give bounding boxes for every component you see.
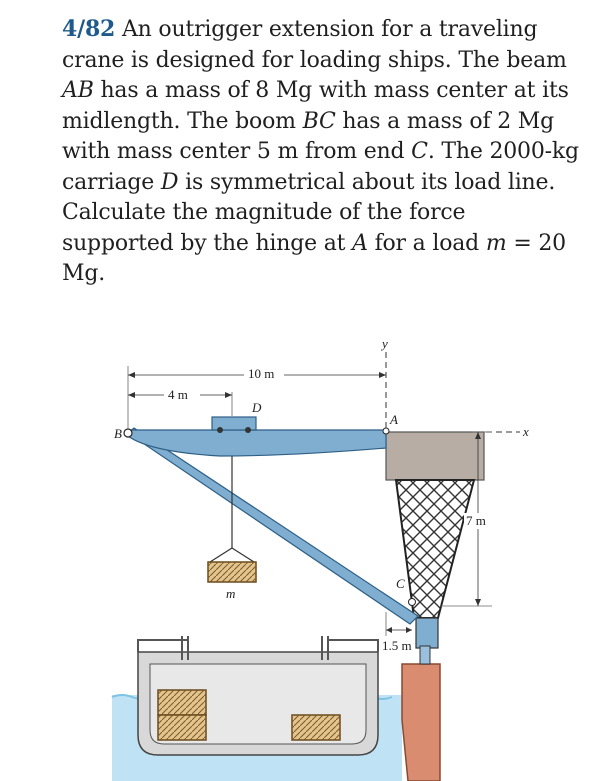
pin-C	[409, 599, 416, 606]
tower-cap	[386, 432, 484, 480]
var-m: m	[485, 230, 507, 256]
text-part-3: has a mass of 2 Mg with mass center 5 m from end	[62, 108, 554, 164]
crane-figure	[0, 330, 603, 781]
var-AB: AB	[62, 78, 94, 103]
problem-statement	[62, 14, 582, 290]
dim-7m-label: 7 m	[466, 513, 486, 528]
problem-number: 4/82	[62, 16, 116, 42]
lattice-tower	[396, 480, 474, 618]
tower-base	[420, 646, 430, 664]
pin-A	[383, 428, 389, 434]
label-B: B	[114, 426, 122, 441]
load-slings	[210, 548, 254, 562]
text-part-4: . The 2000-kg carriage	[62, 139, 579, 195]
var-A: A	[352, 230, 368, 256]
dim-4m-label: 4 m	[168, 387, 188, 402]
label-A: A	[390, 412, 398, 427]
label-C: C	[396, 576, 405, 591]
text-part-7: = 20 Mg.	[62, 230, 566, 286]
text-part-5: is symmetrical about its load line. Calculate the magnitude of the force supported by the hinge at	[62, 169, 556, 256]
text-part-1: An outrigger extension for a traveling crane is designed for loading ships. The beam	[62, 17, 567, 73]
label-m: m	[226, 586, 236, 601]
text-part-2: has a mass of 8 Mg with mass center at its midlength. The boom	[62, 78, 569, 134]
dim-10m-label: 10 m	[248, 366, 275, 381]
pin-B	[124, 429, 132, 437]
label-D: D	[252, 400, 262, 415]
axis-x-label: x	[523, 424, 529, 439]
tower-foot	[416, 618, 438, 648]
boom-BC	[128, 428, 418, 624]
axis-y-label: y	[382, 336, 388, 351]
dim-1-5m-label: 1.5 m	[382, 638, 412, 653]
text-part-6: for a load	[367, 230, 486, 256]
var-D: D	[160, 169, 179, 195]
dock	[402, 664, 440, 781]
var-C: C	[411, 139, 428, 164]
var-BC: BC	[302, 108, 336, 134]
